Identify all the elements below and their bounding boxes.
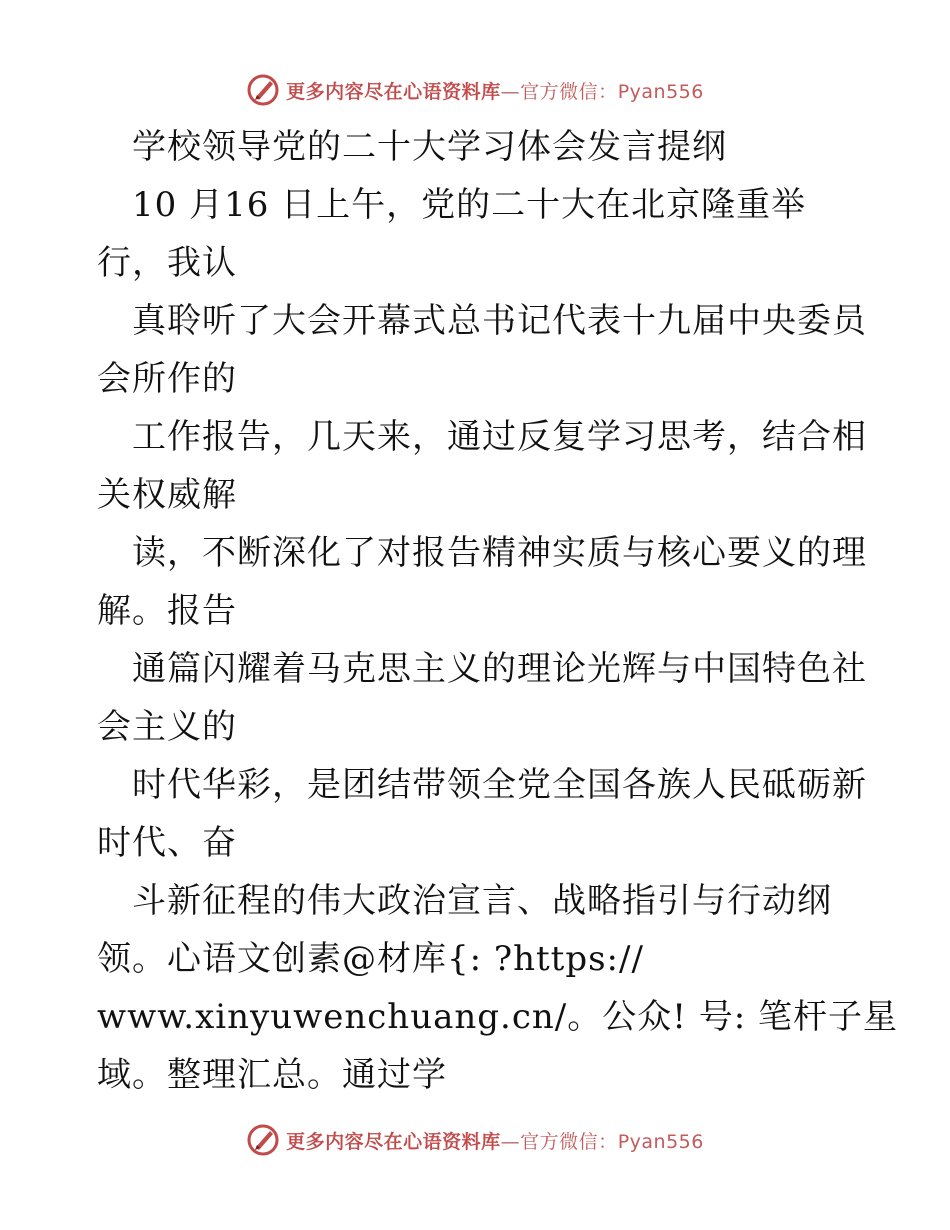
footer-banner [0, 1120, 950, 1160]
doc-line: 行，我认 [97, 243, 237, 283]
doc-line: 会所作的 [97, 359, 237, 399]
doc-line: 会主义的 [97, 707, 237, 747]
header-banner-main: 更多内容尽在心语资料库 [286, 80, 501, 103]
doc-line: 工作报告，几天来，通过反复学习思考，结合相 [97, 417, 867, 457]
doc-line: 时代华彩，是团结带领全党全国各族人民砥砺新 [97, 765, 867, 805]
doc-line: 解。报告 [97, 591, 237, 631]
header-banner-dash: — [500, 80, 521, 103]
footer-banner-wechat: 官方微信： [520, 1130, 618, 1153]
doc-line: 时代、奋 [97, 823, 237, 863]
footer-banner-text [286, 1127, 704, 1154]
doc-line: 10 月16 日上午，党的二十大在北京隆重举 [97, 185, 807, 225]
footer-banner-main: 更多内容尽在心语资料库 [286, 1130, 501, 1153]
doc-line: 读，不断深化了对报告精神实质与核心要义的理 [97, 533, 867, 573]
footer-banner-id: Pyan556 [617, 1130, 704, 1153]
quill-pen-logo-icon [246, 1123, 280, 1157]
header-banner-id: Pyan556 [617, 80, 704, 103]
header-banner-wechat: 官方微信： [520, 80, 618, 103]
doc-line: 域。整理汇总。通过学 [97, 1055, 447, 1095]
doc-line: 通篇闪耀着马克思主义的理论光辉与中国特色社 [97, 649, 867, 689]
doc-line: 真聆听了大会开幕式总书记代表十九届中央委员 [97, 301, 867, 341]
doc-line: 领。心语文创素@材库{: ?https:// [97, 939, 644, 979]
doc-line: www.xinyuwenchuang.cn/。公众! 号: 笔杆子星 [97, 997, 898, 1037]
footer-banner-dash: — [500, 1130, 521, 1153]
doc-line: 关权威解 [97, 475, 237, 515]
doc-line: 斗新征程的伟大政治宣言、战略指引与行动纲 [97, 881, 832, 921]
doc-title: 学校领导党的二十大学习体会发言提纲 [97, 127, 727, 167]
